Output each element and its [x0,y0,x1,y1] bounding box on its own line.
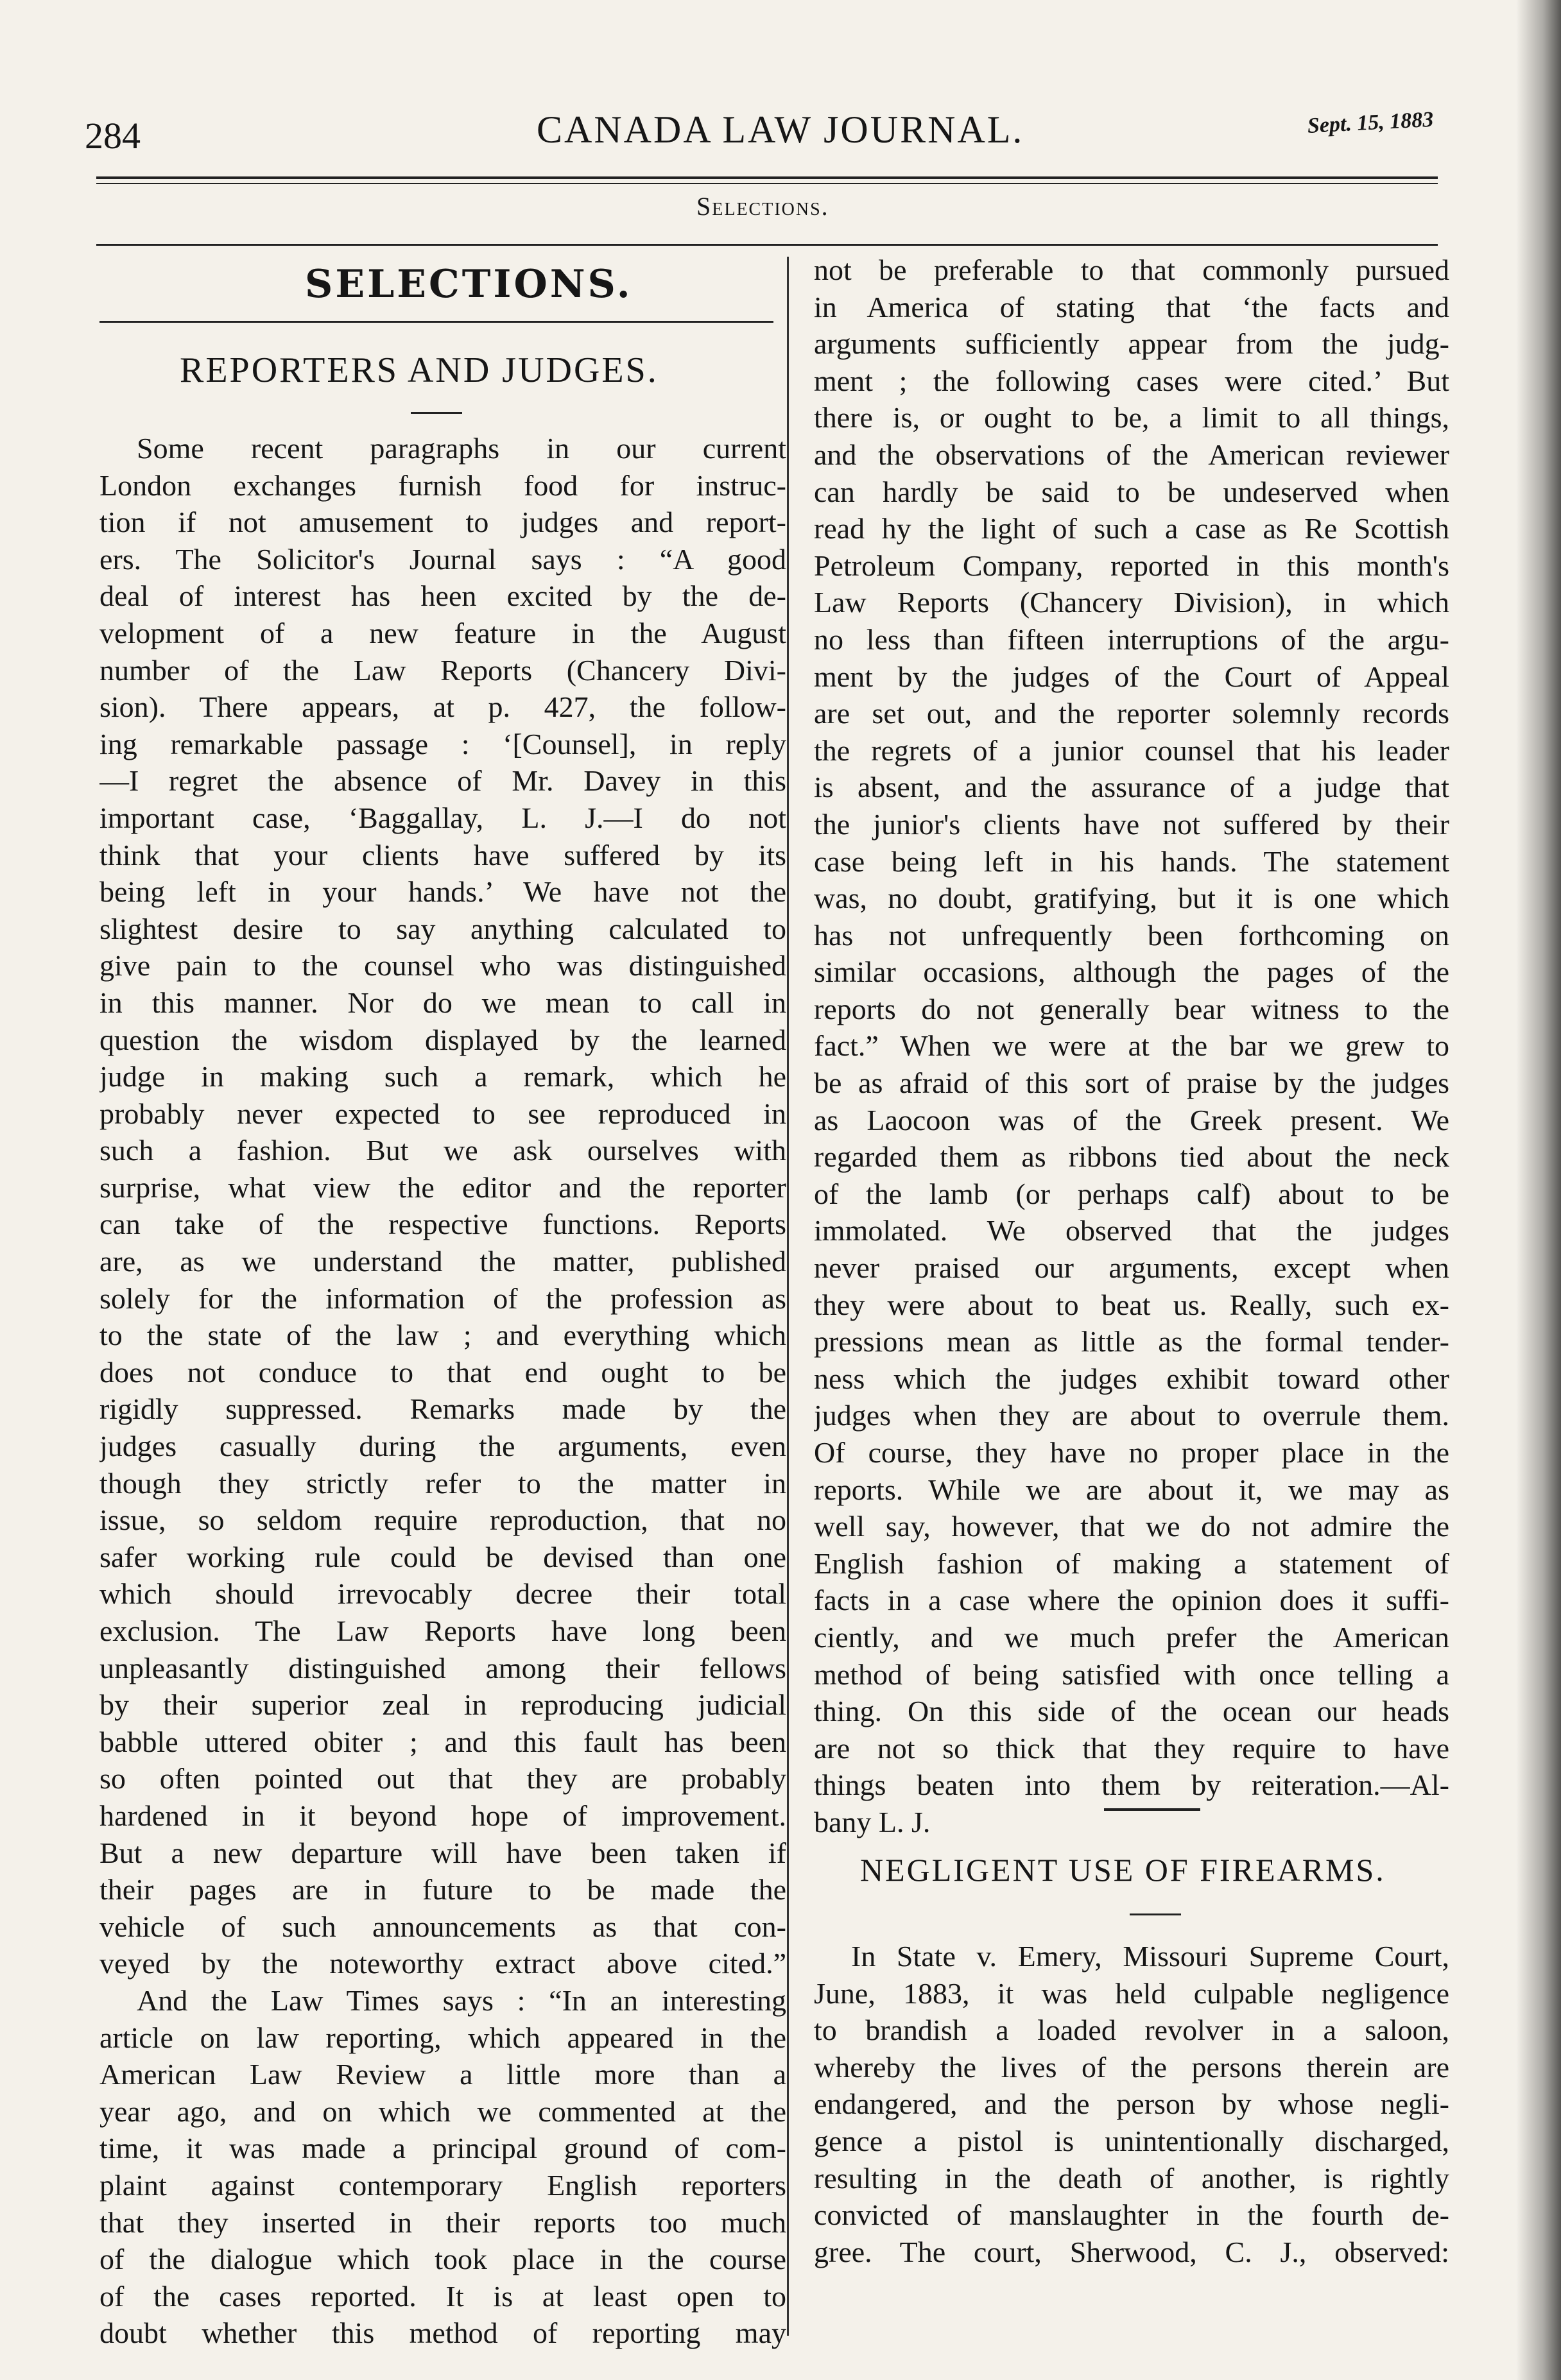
text-line: endangered, and the person by whose negli- [814,2087,1449,2121]
text-line: Law Reports (Chancery Division), in which [814,586,1449,619]
article2-text [814,1938,1449,2270]
text-line: In State v. Emery, Missouri Supreme Court, [851,1940,1449,1973]
text-line: And the Law Times says : “In an interesting [137,1983,786,2017]
text-line: such a fashion. But we ask ourselves with [99,1134,786,1167]
text-line: ers. The Solicitor's Journal says : “A good [99,542,786,576]
heading-rule [99,321,773,323]
left-column-text [99,430,786,2352]
text-line: being left in your hands.’ We have not the [99,875,786,909]
text-line: reports do not generally bear witness to the [814,992,1449,1025]
text-line: hardened in it beyond hope of improvement. [99,1799,786,1832]
text-line: as Laocoon was of the Greek present. We [814,1103,1449,1136]
text-line: the junior's clients have not suffered by their [814,807,1449,841]
text-line: thing. On this side of the ocean our heads [814,1695,1449,1728]
text-line: be as afraid of this sort of praise by the judges [814,1066,1449,1100]
text-line: can hardly be said to be undeserved when [814,475,1449,508]
text-line: judge in making such a remark, which he [99,1060,786,1093]
text-line: their pages are in future to be made the [99,1873,786,1906]
text-line: time, it was made a principal ground of com- [99,2132,786,2165]
page-number: 284 [85,115,141,157]
text-line: doubt whether this method of reporting may [99,2316,786,2350]
text-line: and the observations of the American reviewer [814,438,1449,471]
text-line: important case, ‘Baggallay, L. J.—I do not [99,801,786,834]
text-line: resulting in the death of another, is rightly [814,2161,1449,2195]
text-line: are, as we understand the matter, published [99,1245,786,1278]
text-line: are set out, and the reporter solemnly records [814,697,1449,730]
text-line: English fashion of making a statement of [814,1546,1449,1580]
text-line: not be preferable to that commonly pursued [814,253,1449,286]
text-line: of the dialogue which took place in the course [99,2243,786,2276]
text-line: Some recent paragraphs in our current [137,432,786,465]
text-line: read hy the light of such a case as Re Scottish [814,512,1449,545]
text-line: they were about to beat us. Really, such ex- [814,1288,1449,1321]
right-column-text [814,252,1449,1841]
text-line: gence a pistol is unintentionally discharged, [814,2124,1449,2157]
text-line: probably never expected to see reproduced in [99,1097,786,1130]
text-line: case being left in his hands. The statement [814,844,1449,878]
text-line: But a new departure will have been taken if [99,1836,786,1869]
text-line: which should irrevocably decree their total [99,1577,786,1611]
text-line: are not so thick that they require to have [814,1731,1449,1765]
text-line: —I regret the absence of Mr. Davey in this [99,764,786,798]
journal-title: CANADA LAW JOURNAL. [537,108,1024,151]
text-line: solely for the information of the profession as [99,1281,786,1315]
text-line: arguments sufficiently appear from the judg- [814,327,1449,361]
text-line: article on law reporting, which appeared in the [99,2021,786,2054]
text-line: sion). There appears, at p. 427, the follow- [99,690,786,724]
text-line: number of the Law Reports (Chancery Divi- [99,653,786,687]
text-line: the regrets of a junior counsel that his leader [814,733,1449,767]
selections-heading: SELECTIONS. [305,262,633,307]
text-line: reports. While we are about it, we may as [814,1473,1449,1506]
section-rule [96,244,1438,246]
header-rule-thin [96,183,1438,184]
title-rule [411,412,462,414]
text-line: Of course, they have no proper place in the [814,1436,1449,1469]
text-line: deal of interest has heen excited by the de- [99,579,786,613]
text-line: convicted of manslaughter in the fourth de- [814,2198,1449,2232]
text-line: by their superior zeal in reproducing judicial [99,1688,786,1722]
section-running-head: Selections. [696,192,829,221]
text-line: of the lamb (or perhaps calf) about to be [814,1177,1449,1210]
text-line: issue, so seldom require reproduction, that no [99,1503,786,1537]
text-line: rigidly suppressed. Remarks made by the [99,1392,786,1426]
text-line: can take of the respective functions. Reports [99,1208,786,1241]
text-line: veyed by the noteworthy extract above cited.” [99,1947,786,1980]
text-line: American Law Review a little more than a [99,2058,786,2091]
text-line: year ago, and on which we commented at the [99,2094,786,2128]
text-line: whereby the lives of the persons therein are [814,2050,1449,2084]
text-line: think that your clients have suffered by its [99,838,786,871]
text-line: Petroleum Company, reported in this month's [814,549,1449,582]
text-line: ing remarkable passage : ‘[Counsel], in reply [99,727,786,760]
text-line: pressions mean as little as the formal tender- [814,1325,1449,1358]
article-title: REPORTERS AND JUDGES. [180,350,659,390]
text-line: give pain to the counsel who was distinguished [99,949,786,982]
text-line: plaint against contemporary English reporters [99,2168,786,2202]
text-line: safer working rule could be devised than one [99,1540,786,1573]
text-line: London exchanges furnish food for instruc- [99,468,786,502]
text-line: in America of stating that ‘the facts and [814,290,1449,323]
text-line: method of being satisfied with once telling a [814,1657,1449,1691]
text-line: is absent, and the assurance of a judge that [814,771,1449,804]
text-line: judges when they are about to overrule them. [814,1399,1449,1432]
scan-edge-shadow [1516,0,1561,2380]
text-line: there is, or ought to be, a limit to all things, [814,401,1449,434]
article2-title-rule [1130,1913,1181,1915]
column-divider [787,257,789,2336]
text-line: things beaten into them by reiteration.—Al- [814,1768,1449,1802]
text-line: in this manner. Nor do we mean to call in [99,986,786,1019]
text-line: vehicle of such announcements as that con- [99,1910,786,1943]
text-line: well say, however, that we do not admire the [814,1510,1449,1543]
text-line: similar occasions, although the pages of the [814,955,1449,989]
text-line: bany L. J. [814,1805,931,1838]
text-line: regarded them as ribbons tied about the neck [814,1140,1449,1174]
text-line: surprise, what view the editor and the reporter [99,1170,786,1204]
text-line: question the wisdom displayed by the learned [99,1023,786,1056]
text-line: never praised our arguments, except when [814,1251,1449,1285]
text-line: velopment of a new feature in the August [99,616,786,649]
text-line: gree. The court, Sherwood, C. J., observed: [814,2235,1449,2268]
text-line: no less than fifteen interruptions of the argu- [814,622,1449,656]
text-line: facts in a case where the opinion does it suffi- [814,1584,1449,1617]
text-line: does not conduce to that end ought to be [99,1355,786,1389]
text-line: to the state of the law ; and everything which [99,1319,786,1352]
text-line: though they strictly refer to the matter in [99,1466,786,1500]
text-line: tion if not amusement to judges and report- [99,506,786,539]
text-line: of the cases reported. It is at least open to [99,2279,786,2313]
text-line: fact.” When we were at the bar we grew to [814,1029,1449,1063]
text-line: ness which the judges exhibit toward other [814,1362,1449,1395]
text-line: babble uttered obiter ; and this fault has been [99,1725,786,1758]
text-line: has not unfrequently been forthcoming on [814,918,1449,952]
text-line: judges casually during the arguments, even [99,1430,786,1463]
issue-date: Sept. 15, 1883 [1307,107,1435,138]
text-line: slightest desire to say anything calculated to [99,912,786,945]
text-line: immolated. We observed that the judges [814,1214,1449,1247]
text-line: was, no doubt, gratifying, but it is one which [814,882,1449,915]
article2-title: NEGLIGENT USE OF FIREARMS. [860,1852,1386,1888]
text-line: ment by the judges of the Court of Appeal [814,660,1449,693]
header-rule [96,176,1438,179]
text-line: exclusion. The Law Reports have long been [99,1614,786,1647]
text-line: to brandish a loaded revolver in a saloon, [814,2014,1449,2047]
text-line: ment ; the following cases were cited.’ But [814,364,1449,397]
text-line: unpleasantly distinguished among their fellows [99,1651,786,1684]
text-line: so often pointed out that they are probably [99,1762,786,1795]
text-line: June, 1883, it was held culpable negligence [814,1976,1449,2010]
article-separator-rule [1104,1808,1200,1811]
text-line: that they inserted in their reports too much [99,2205,786,2239]
text-line: ciently, and we much prefer the American [814,1620,1449,1654]
